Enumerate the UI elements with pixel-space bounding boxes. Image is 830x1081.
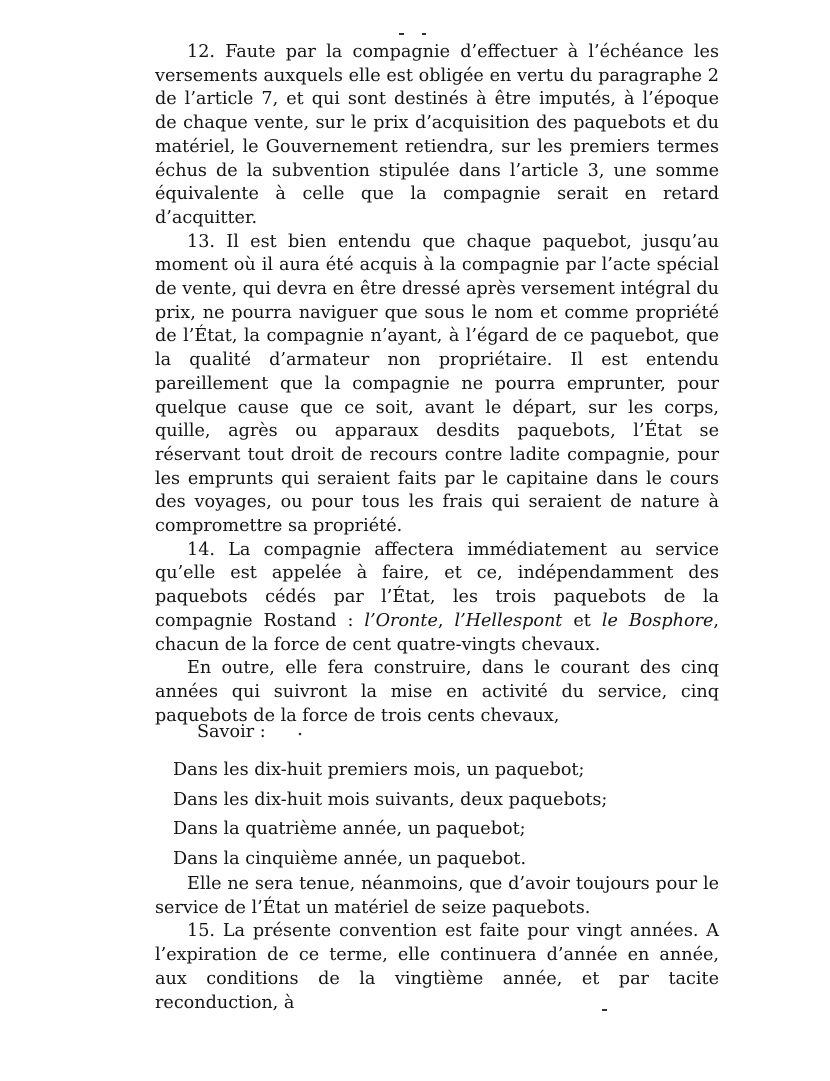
separator: et (573, 610, 591, 631)
text-block-upper (155, 41, 719, 728)
speck (399, 33, 404, 35)
list-item: Dans les dix-huit mois suivants, deux paquebots; (173, 789, 608, 810)
list-item: Dans la quatrième année, un paquebot; (173, 819, 526, 839)
article-number: 14. (187, 539, 215, 560)
paragraph-elle-ne-sera (155, 873, 719, 920)
separator: , (437, 610, 444, 631)
article-number: 12. (187, 42, 215, 62)
ship-name: l’Oronte (364, 610, 438, 631)
article-number: 15. (187, 921, 215, 942)
paragraph-text: En outre, elle fera construire, dans le courant des cinq années qui suivront la mise en activité du service, cinq paquebots de la force de trois cents chevaux, (155, 658, 719, 726)
paragraph-text: Il est bien entendu que chaque paquebot, jusqu’au moment où il aura été acquis à la compagnie par l’acte spécial de vente, qui devra en être dressé après versement intégral du prix, ne pourra naviguer que sous le nom et comme propriété de l’État, la compagnie n’ayant, à l’égard de ce paquebot, que la qualité d’armateur non propriétaire. Il est entendu pareillement que la compagnie ne pourra emprunter, pour quelque cause que ce soit, avant le départ, sur les corps, quille, agrès ou apparaux desdits paquebots, l’État se réservant tout droit de recours contre ladite compagnie, pour les emprunts qui seraient faits par le capitaine dans le cours des voyages, ou pour tous les frais qui seraient de nature à compromettre sa propriété. (155, 231, 719, 537)
text-block-lower (155, 873, 719, 1015)
speck (422, 33, 426, 35)
list-item: Dans les dix-huit premiers mois, un paquebot; (173, 760, 585, 780)
ship-name: le Bosphore (601, 610, 714, 631)
paragraph-text: La présente convention est faite pour vingt années. A l’expiration de ce terme, elle continuera d’année en année, aux conditions de la vingtième année, et par tacite reconduction, à (155, 921, 719, 1013)
paragraph-text: , chacun de la force de cent quatre-vingts chevaux. (155, 610, 720, 655)
savoir-heading: Savoir : (197, 722, 266, 742)
paragraph-article-12 (155, 41, 719, 231)
paragraph-article-13 (155, 231, 719, 539)
paragraph-text: Elle ne sera tenue, néanmoins, que d’avoir toujours pour le service de l’État un matériel de seize paquebots. (155, 874, 719, 918)
paragraph-text: Faute par la compagnie d’effectuer à l’échéance les versements auxquels elle est obligée en vertu du paragraphe 2 de l’article 7, et qui sont destinés à être imputés, à l’époque de chaque vente, sur le prix d’acquisition des paquebots et du matériel, le Gouvernement retiendra, sur les premiers termes échus de la subvention stipulée dans l’article 3, une somme équivalente à celle que la compagnie serait en retard d’acquitter. (155, 42, 720, 228)
ship-name: l’Hellespont (454, 610, 563, 631)
paragraph-article-14 (155, 539, 719, 658)
list-item: Dans la cinquième année, un paquebot. (173, 848, 527, 869)
schedule-list (173, 756, 607, 874)
paragraph-en-outre (155, 657, 719, 728)
article-number: 13. (187, 231, 215, 252)
paragraph-article-15 (155, 920, 719, 1015)
paragraph-text: La compagnie affectera immédiatement au service qu’elle est appelée à faire, et ce, indépendamment des paquebots cédés par l’État, les trois paquebots de la compagnie Rostand : (155, 539, 719, 631)
speck (299, 733, 302, 736)
